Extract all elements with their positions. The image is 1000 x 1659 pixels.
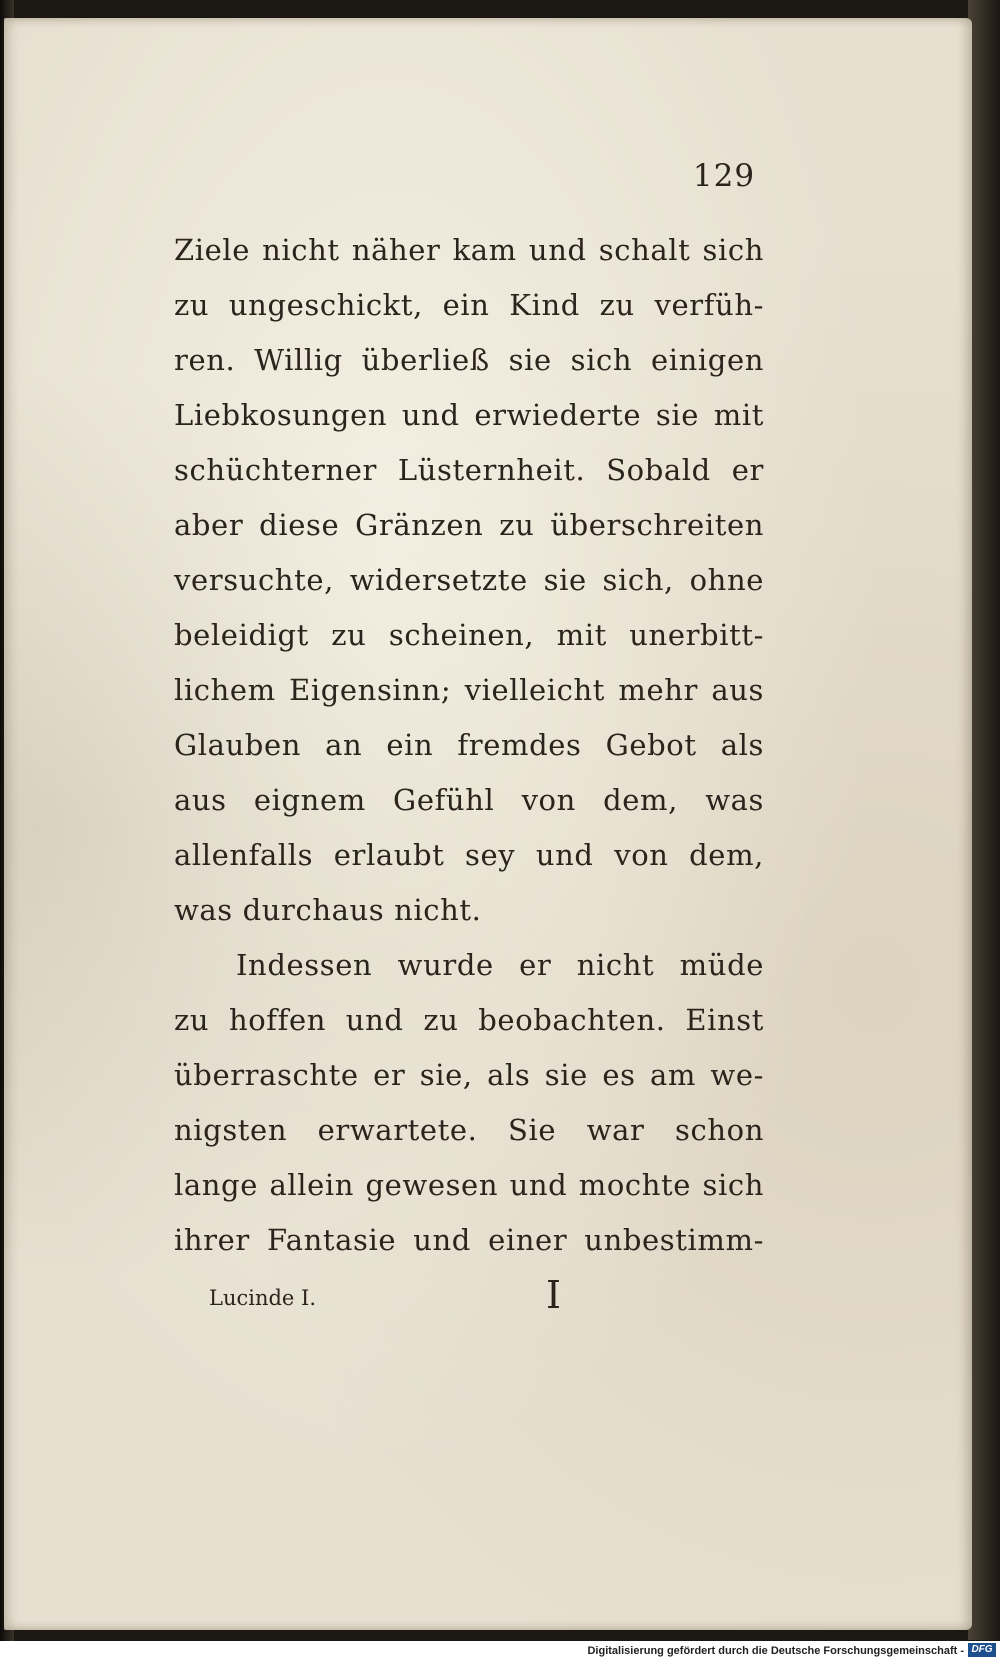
text-line: Ziele nicht näher kam und schalt sich — [174, 233, 764, 267]
body-text — [174, 223, 764, 1268]
funding-credit: Digitalisierung gefördert durch die Deutsche Forschungsgemeinschaft - — [587, 1645, 964, 1657]
text-line-paragraph-end: was durchaus nicht. — [174, 893, 482, 927]
text-line: zu hoffen und zu beobachten. Einst — [174, 1003, 764, 1037]
text-line: Glauben an ein fremdes Gebot als — [174, 728, 764, 762]
text-line: aber diese Gränzen zu überschreiten — [174, 508, 764, 542]
text-line: überraschte er sie, als sie es am we- — [174, 1058, 764, 1092]
text-line: nigsten erwartete. Sie war schon — [174, 1113, 764, 1147]
book-page — [4, 18, 972, 1630]
text-line: allenfalls erlaubt sey und von dem, — [174, 838, 764, 872]
digitization-footer — [0, 1641, 1000, 1659]
text-line: ren. Willig überließ sie sich einigen — [174, 343, 764, 377]
text-line: beleidigt zu scheinen, mit unerbitt- — [174, 618, 764, 652]
text-line: lichem Eigensinn; vielleicht mehr aus — [174, 673, 764, 707]
text-line: lange allein gewesen und mochte sich — [174, 1168, 764, 1202]
text-line: versuchte, widersetzte sie sich, ohne — [174, 563, 764, 597]
text-line: Liebkosungen und erwiederte sie mit — [174, 398, 764, 432]
text-line: zu ungeschickt, ein Kind zu verfüh- — [174, 288, 764, 322]
page-number: 129 — [692, 158, 756, 194]
text-line: aus eignem Gefühl von dem, was — [174, 783, 764, 817]
dfg-logo: DFG — [968, 1643, 996, 1657]
gathering-signature: I — [546, 1273, 562, 1317]
text-line-paragraph-start: Indessen wurde er nicht müde — [236, 948, 764, 982]
page-edge-strip — [968, 0, 1000, 1640]
text-line: schüchterner Lüsternheit. Sobald er — [174, 453, 764, 487]
signature-mark-text: Lucinde I. — [209, 1286, 316, 1310]
text-line: ihrer Fantasie und einer unbestimm- — [174, 1223, 764, 1257]
